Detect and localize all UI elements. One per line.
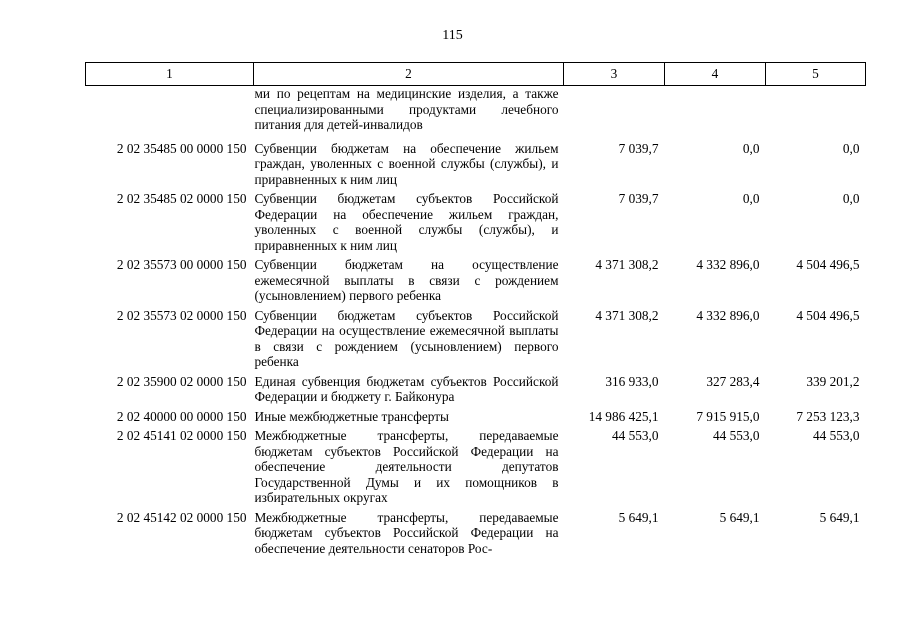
row-value-col4: 5 649,1	[719, 509, 760, 525]
row-code	[86, 86, 254, 141]
row-value-col3: 44 553,0	[611, 428, 659, 443]
row-value-col4	[665, 86, 766, 141]
row-name: Межбюджетные трансферты, передаваемые бюджетам субъектов Российской Федерации на обеспечение деятельности депутатов Государственной Думы и их помощников в избирательных округах	[254, 428, 559, 505]
row-value-col4: 0,0	[742, 140, 760, 156]
row-code: 2 02 35485 00 0000 150	[116, 140, 247, 156]
table-row	[86, 510, 866, 561]
row-value-col3: 14 986 425,1	[588, 408, 659, 424]
row-value-col5: 44 553,0	[812, 428, 860, 443]
row-value-col5: 4 504 496,5	[796, 257, 860, 272]
table-row	[86, 409, 866, 429]
row-code: 2 02 35573 02 0000 150	[116, 307, 247, 323]
row-value-col4: 0,0	[742, 191, 760, 206]
row-code: 2 02 40000 00 0000 150	[116, 408, 247, 424]
header-col-1: 1	[86, 63, 254, 86]
table-row	[86, 374, 866, 409]
row-name: Единая субвенция бюджетам субъектов Российской Федерации и бюджету г. Байконура	[254, 373, 559, 404]
header-col-2: 2	[254, 63, 564, 86]
row-value-col5	[766, 86, 866, 141]
table-row	[86, 191, 866, 257]
row-code: 2 02 45141 02 0000 150	[116, 428, 247, 443]
row-name: ми по рецептам на медицинские изделия, а также специализированными продуктами лечебного питания для детей-инвалидов	[254, 86, 559, 132]
row-code: 2 02 35485 02 0000 150	[116, 191, 247, 206]
row-name: Субвенции бюджетам на осуществление ежемесячной выплаты в связи с рождением (усыновлением) первого ребенка	[254, 257, 559, 303]
row-value-col4: 327 283,4	[706, 373, 760, 389]
header-col-3: 3	[564, 63, 665, 86]
row-value-col5: 0,0	[842, 140, 860, 156]
table-row	[86, 257, 866, 308]
table-row	[86, 141, 866, 192]
row-name: Субвенции бюджетам субъектов Российской Федерации на осуществление ежемесячной выплаты в связи с рождением (усыновлением) первого ребенка	[254, 307, 559, 369]
row-name: Субвенции бюджетам на обеспечение жильем граждан, уволенных с военной службы (службы), и приравненных к ним лиц	[254, 140, 559, 187]
table-body	[86, 86, 866, 561]
page-number: 115	[442, 28, 463, 43]
table-row	[86, 86, 866, 141]
row-value-col4: 4 332 896,0	[696, 307, 760, 323]
row-code: 2 02 35573 00 0000 150	[116, 257, 247, 272]
row-code: 2 02 35900 02 0000 150	[116, 373, 247, 389]
row-value-col3: 316 933,0	[605, 373, 659, 389]
row-value-col3: 4 371 308,2	[595, 307, 659, 323]
row-name: Субвенции бюджетам субъектов Российской Федерации на обеспечение жильем граждан, уволенных с военной службы (службы), и приравненных к ним лиц	[254, 191, 559, 253]
row-value-col4: 4 332 896,0	[696, 257, 760, 272]
row-value-col3: 7 039,7	[618, 191, 659, 206]
row-value-col5: 7 253 123,3	[796, 408, 860, 424]
table-row	[86, 428, 866, 510]
header-row	[86, 63, 866, 86]
row-value-col5: 5 649,1	[819, 509, 860, 525]
budget-table	[85, 62, 866, 560]
row-value-col3	[564, 86, 665, 141]
row-code: 2 02 45142 02 0000 150	[116, 509, 247, 525]
row-value-col5: 339 201,2	[806, 373, 860, 389]
header-col-4: 4	[665, 63, 766, 86]
row-value-col3: 7 039,7	[618, 140, 659, 156]
row-value-col3: 4 371 308,2	[595, 257, 659, 272]
row-value-col5: 4 504 496,5	[796, 307, 860, 323]
row-value-col4: 44 553,0	[712, 428, 760, 443]
row-value-col3: 5 649,1	[618, 509, 659, 525]
row-name: Иные межбюджетные трансферты	[254, 408, 449, 424]
row-name: Межбюджетные трансферты, передаваемые бюджетам субъектов Российской Федерации на обеспечение деятельности сенаторов Рос-	[254, 509, 559, 556]
header-col-5: 5	[766, 63, 866, 86]
row-value-col5: 0,0	[842, 191, 860, 206]
table-header	[86, 63, 866, 86]
table-row	[86, 308, 866, 374]
row-value-col4: 7 915 915,0	[696, 408, 760, 424]
